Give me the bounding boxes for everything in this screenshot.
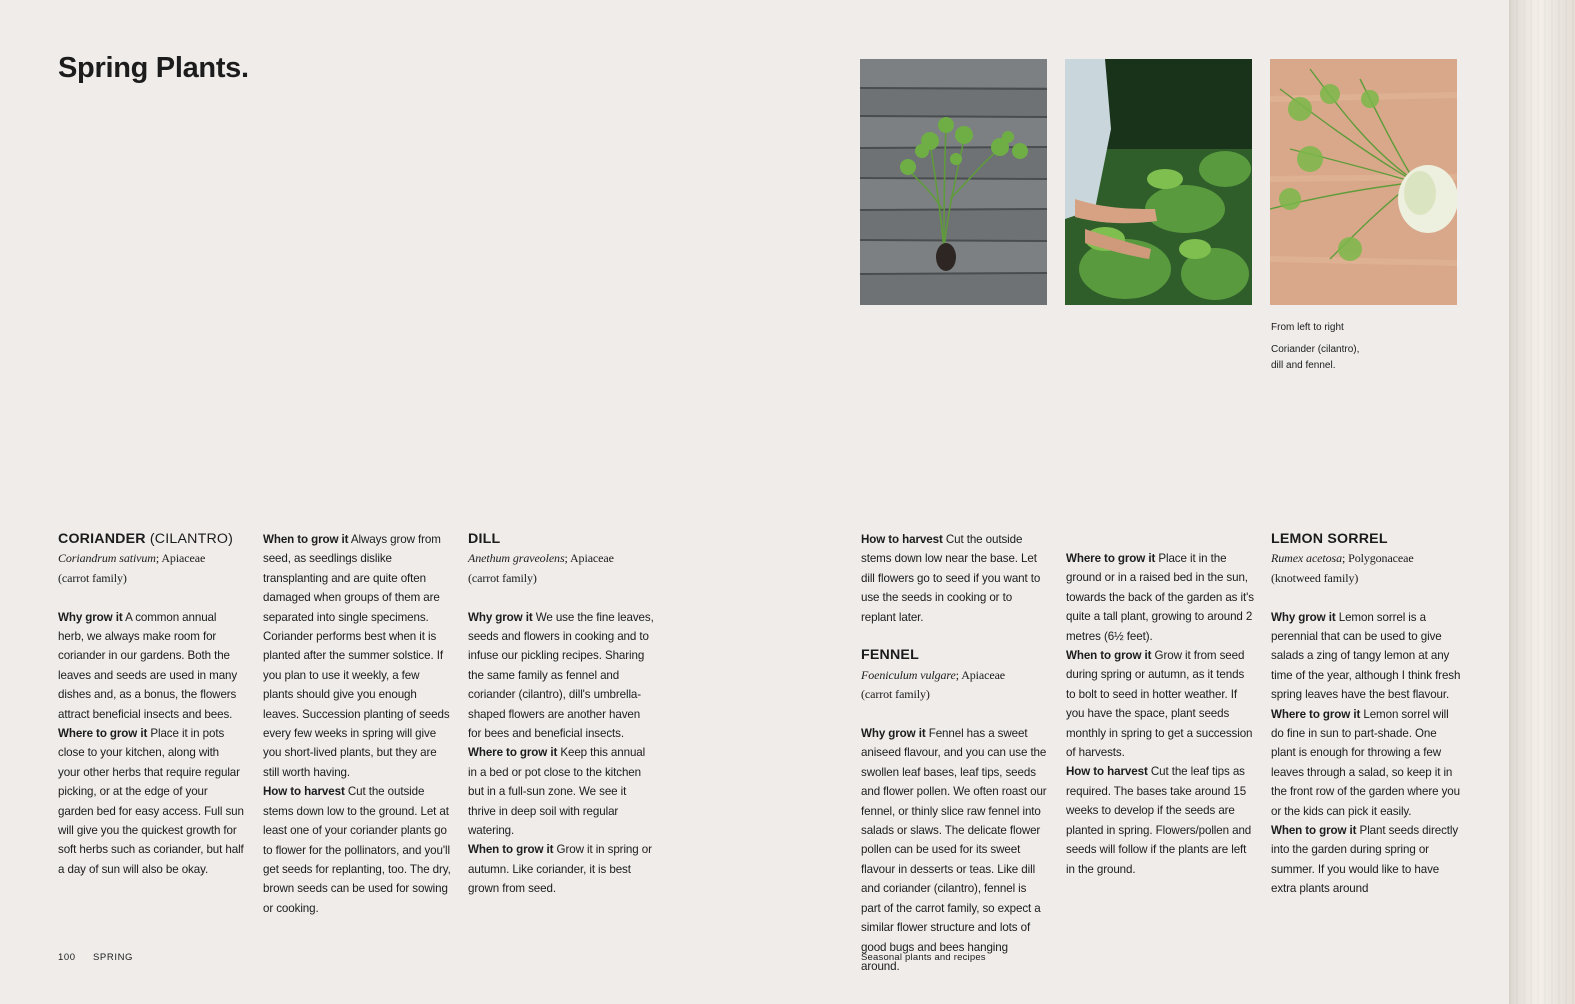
dill-where	[468, 743, 656, 840]
section-text: Cut the outside stems down low near the base. Let dill flowers go to seed if you want to use the seeds in cooking or to replant later.	[861, 533, 1041, 624]
section-label: Why grow it	[58, 610, 123, 624]
dill-fennel-column	[861, 530, 1049, 976]
section-footer: SPRING	[93, 952, 134, 963]
fennel-family: (carrot family)	[861, 687, 930, 702]
latin-name: Foeniculum vulgare	[861, 667, 956, 682]
coriander-harvest	[263, 782, 451, 918]
section-label: How to harvest	[263, 785, 345, 799]
coriander-heading	[58, 530, 244, 549]
section-label: How to harvest	[1066, 765, 1148, 779]
caption-line: dill and fennel.	[1271, 360, 1336, 371]
family-name: ; Apiaceae	[955, 667, 1006, 682]
page-number: 100	[58, 952, 76, 963]
section-text: Cut the leaf tips as required. The bases take around 15 weeks to develop if the seeds are planted in spring. Flowers/pollen and seeds will follow if the plants are left in the ground.	[1066, 765, 1252, 876]
caption-line: Coriander (cilantro),	[1271, 344, 1360, 355]
fennel-when	[1066, 646, 1254, 762]
fennel-photo	[1270, 59, 1457, 305]
section-label: How to harvest	[861, 533, 943, 546]
lemon-sorrel-family: (knotweed family)	[1271, 570, 1359, 585]
section-text: Plant seeds directly into the garden during spring or summer. If you would like to have extra plants around	[1271, 824, 1459, 896]
coriander-botanical-name	[58, 549, 244, 568]
dill-harvest	[861, 530, 1049, 627]
family-name: ; Apiaceae	[155, 551, 206, 566]
section-label: When to grow it	[263, 533, 349, 546]
dill-heading: DILL	[468, 531, 501, 547]
coriander-when	[263, 530, 451, 782]
section-label: Where to grow it	[1271, 707, 1361, 721]
heading-alt-text: (CILANTRO)	[149, 531, 234, 547]
coriander-family: (carrot family)	[58, 570, 127, 585]
section-label: Why grow it	[1271, 610, 1336, 624]
coriander-why	[58, 608, 244, 724]
fennel-heading: FENNEL	[861, 647, 919, 664]
coriander-where	[58, 724, 244, 879]
fennel-why	[861, 724, 1049, 976]
fennel-continued-column	[1066, 549, 1254, 879]
lemon-sorrel-why	[1271, 608, 1461, 705]
coriander-photo	[860, 59, 1047, 305]
family-name: ; Polygonaceae	[1342, 551, 1414, 566]
dill-botanical-name	[468, 549, 656, 568]
dill-column	[468, 530, 656, 899]
section-text: Grow it from seed during spring or autumn, as it tends to bolt to seed in hotter weather. If you have the space, plant seeds monthly in spring to get a succession of harvests.	[1066, 649, 1253, 760]
section-text: A common annual herb, we always make room for coriander in our gardens. Both the leaves and seeds are used in many dishes and, as a bonus, the flowers attract beneficial insects and bees.	[58, 610, 238, 721]
section-label: When to grow it	[1271, 824, 1357, 838]
section-text: Keep this annual in a bed or pot close to the kitchen but in a full-sun zone. We see it thrive in deep soil with regular watering.	[468, 746, 646, 838]
book-title-footer: Seasonal plants and recipes	[861, 952, 986, 963]
section-label: When to grow it	[1066, 649, 1152, 663]
section-label: Where to grow it	[1066, 552, 1156, 565]
coriander-continued-column	[263, 530, 451, 918]
section-text: Lemon sorrel is a perennial that can be used to give salads a zing of tangy lemon at any time of the year, although I think fresh spring leaves have the best flavour.	[1271, 610, 1461, 702]
family-name: ; Apiaceae	[564, 551, 614, 566]
section-text: Lemon sorrel will do fine in sun to part-shade. One plant is enough for throwing a few leaves through a salad, so keep it in the front row of the garden where you or the kids can pick it easily.	[1271, 707, 1461, 818]
lemon-sorrel-botanical-name	[1271, 549, 1461, 568]
section-text: Always grow from seed, as seedlings dislike transplanting and are quite often damaged when groups of them are separated into single specimens. Coriander performs best when it is planted after the summer solstice. If you plan to use it weekly, a few plants should give you enough leaves. Succession planting of seeds every few weeks in spring will give you short-lived plants, but they are still worth having.	[263, 533, 450, 779]
heading-text: CORIANDER	[58, 531, 146, 547]
lemon-sorrel-when	[1271, 821, 1461, 899]
section-label: Where to grow it	[468, 746, 558, 760]
section-text: Fennel has a sweet aniseed flavour, and you can use the swollen leaf bases, leaf tips, seeds and flower pollen. We often roast our fennel, or thinly slice raw fennel into salads or slaws. The delicate flower pollen can be used for its sweet flavour in desserts or teas. Like dill and coriander (cilantro), fennel is part of the carrot family, so expect a similar flower structure and lots of good bugs and bees hanging around.	[861, 727, 1047, 973]
section-label: When to grow it	[468, 843, 554, 857]
section-label: Where to grow it	[58, 727, 148, 741]
lemon-sorrel-column	[1271, 530, 1461, 899]
latin-name: Rumex acetosa	[1271, 551, 1343, 566]
lemon-sorrel-heading: LEMON SORREL	[1271, 531, 1388, 547]
book-page-edge	[1509, 0, 1575, 1004]
coriander-column	[58, 530, 244, 879]
section-text: Cut the outside stems down low to the ground. Let at least one of your coriander plants go to flower for the pollinators, and you'll get seeds for replanting, too. The dry, brown seeds can be used for sowing or cooking.	[263, 785, 451, 915]
dill-family: (carrot family)	[468, 570, 537, 585]
lemon-sorrel-where	[1271, 705, 1461, 821]
dill-why	[468, 608, 656, 744]
section-text: Grow it in spring or autumn. Like coriander, it is best grown from seed.	[468, 843, 652, 896]
section-text: Place it in the ground or in a raised bed in the sun, towards the back of the garden as it's quite a tall plant, growing to around 2 metres (6½ feet).	[1066, 552, 1254, 643]
section-text: We use the fine leaves, seeds and flowers in cooking and to infuse our pickling recipes. Sharing the same family as fennel and coriander (cilantro), dill's umbrella-shaped flowers are another haven for bees and beneficial insects.	[468, 610, 654, 741]
photo-caption	[1271, 320, 1461, 374]
fennel-where	[1066, 549, 1254, 646]
latin-name: Coriandrum sativum	[58, 551, 156, 566]
page-title: Spring Plants.	[58, 52, 249, 84]
fennel-botanical-name	[861, 666, 1049, 685]
section-label: Why grow it	[468, 610, 533, 624]
section-label: Why grow it	[861, 727, 926, 741]
dill-photo	[1065, 59, 1252, 305]
latin-name: Anethum graveolens	[468, 551, 565, 566]
fennel-harvest	[1066, 762, 1254, 878]
caption-intro: From left to right	[1271, 322, 1344, 333]
dill-when	[468, 840, 656, 898]
section-text: Place it in pots close to your kitchen, along with your other herbs that require regular picking, or at the edge of your garden bed for easy access. Full sun will give you the quickest growth for soft herbs such as coriander, but half a day of sun will also be okay.	[58, 727, 244, 876]
